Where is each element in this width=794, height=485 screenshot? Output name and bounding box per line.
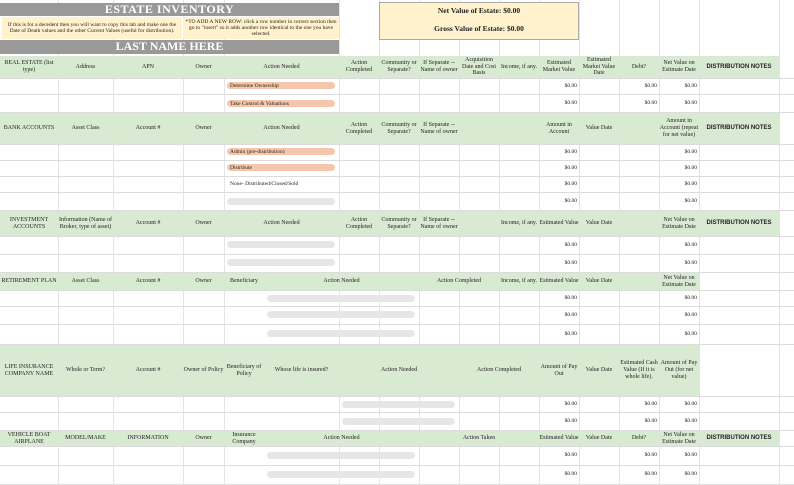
vehicle-estimated-value: $0.00 [564,471,577,477]
copy-instructions-note: If this is for a decedent then you will want to copy this tab and make one the Date of Death values and the other Current Values (useful for distribution). [2,17,182,39]
life-col-owner: Owner of Policy [183,367,224,374]
retirement-col-owner: Owner [195,278,212,285]
vehicle-net-value: $0.00 [684,452,697,458]
life-col-beneficiary: Beneficiary of Policy [226,363,262,377]
life-col-action-needed: Action Needed [380,367,418,374]
real-estate-market-value: $0.00 [564,83,577,89]
bank-col-community: Community or Separate? [381,121,417,135]
vehicle-col-debt: Debt? [631,435,647,442]
real-estate-col-action-completed: Action Completed [345,60,373,73]
vehicle-action-dropdown[interactable] [267,471,415,478]
real-estate-col-market-value: Estimated Market Value [542,60,576,73]
retirement-net-value: $0.00 [684,312,697,318]
vehicle-col-value-date: Value Date [585,435,613,442]
real-estate-debt: $0.00 [644,83,657,89]
real-estate-col-income: Income, if any. [501,63,537,70]
vehicle-col-type: VEHICLE BOAT AIRPLANE [7,431,51,445]
bank-col-amount: Amount in Account [546,121,572,135]
real-estate-action-pill[interactable]: Take Control & Valuations [227,100,335,107]
real-estate-col-address: Address [75,63,96,70]
life-col-action-completed: Action Completed [476,367,522,374]
life-cash-value: $0.00 [644,401,657,407]
vehicle-debt: $0.00 [644,452,657,458]
vehicle-col-model: MODEL/MAKE [65,435,106,442]
vehicle-debt: $0.00 [644,471,657,477]
investment-action-dropdown[interactable] [227,241,335,248]
retirement-col-action-completed: Action Completed [436,278,482,285]
life-col-insured: Whose life is insured? [274,367,329,374]
insert-row-instructions-note: *TO ADD A NEW ROW: click a row number in correct section then go to "insert" so it adds another row identical to the one you have selected. [183,17,339,39]
bank-col-net-amount: Amount in Account (repeat for net value) [659,118,699,138]
retirement-estimated-value: $0.00 [564,295,577,301]
vehicle-net-value: $0.00 [684,471,697,477]
bank-action-pill[interactable]: Distribute [227,164,335,171]
vehicle-estimated-value: $0.00 [564,452,577,458]
retirement-action-dropdown[interactable] [267,295,415,302]
vehicle-col-insurance: Insurance Company [232,431,256,445]
investment-col-income: Income, if any. [501,220,537,227]
real-estate-col-owner: Owner [195,63,212,70]
life-col-whole-or-term: Whole or Term? [65,367,106,374]
life-action-dropdown[interactable] [342,401,455,408]
investment-net-value: $0.00 [684,260,697,266]
real-estate-debt: $0.00 [644,100,657,106]
investment-col-action-completed: Action Completed [345,216,373,230]
retirement-col-asset-class: Asset Class [71,278,100,285]
real-estate-col-distribution-notes: DISTRIBUTION NOTES [706,63,772,70]
net-value-row [379,4,579,18]
life-col-net-payout: Amount of Pay Out (for net value) [660,360,698,380]
real-estate-net-value: $0.00 [684,100,697,106]
investment-col-separate-owner: If Separate -- Name of owner [420,216,458,230]
real-estate-col-net-value: Net Value on Estimate Date [662,60,696,73]
retirement-estimated-value: $0.00 [564,312,577,318]
real-estate-col-action-needed: Action Needed [263,63,300,70]
real-estate-col-type: REAL ESTATE (list type) [4,60,54,73]
life-payout-value: $0.00 [564,401,577,407]
bank-col-distribution-notes: DISTRIBUTION NOTES [706,125,772,132]
retirement-action-dropdown[interactable] [267,330,415,337]
bank-amount: $0.00 [564,198,577,204]
bank-col-separate-owner: If Separate -- Name of owner [420,121,458,135]
bank-col-action-completed: Action Completed [345,121,373,135]
bank-col-account-number: Account # [135,125,161,132]
life-net-payout: $0.00 [684,401,697,407]
bank-col-owner: Owner [195,125,212,132]
net-value-amount: $0.00 [503,5,521,15]
real-estate-col-debt: Debt? [631,63,647,70]
bank-net-amount: $0.00 [684,198,697,204]
vehicle-col-owner: Owner [195,435,212,442]
vehicle-col-distribution-notes: DISTRIBUTION NOTES [706,435,772,442]
real-estate-col-apn: APN [141,63,154,70]
life-action-dropdown[interactable] [342,418,455,425]
bank-net-amount: $0.00 [684,149,697,155]
real-estate-col-value-date: Estimated Market Value Date [582,56,616,77]
investment-action-dropdown[interactable] [227,259,335,266]
retirement-col-income: Income, if any. [501,278,537,285]
vehicle-col-estimated-value: Estimated Value [539,435,579,442]
bank-action-pill[interactable]: None- Distributed/Closed/Sold [230,180,299,187]
vehicle-col-information: INFORMATION [127,435,169,442]
bank-amount: $0.00 [564,149,577,155]
bank-net-amount: $0.00 [684,165,697,171]
real-estate-col-separate-owner: If Separate -- Name of owner [420,60,458,73]
investment-col-net-value: Net Value on Estimate Date [662,216,696,230]
retirement-col-beneficiary: Beneficiary [230,278,258,285]
investment-col-distribution-notes: DISTRIBUTION NOTES [706,220,772,227]
bank-action-dropdown[interactable] [227,198,335,205]
life-col-payout: Amount of Pay Out [540,363,578,377]
investment-col-action-needed: Action Needed [263,220,300,227]
net-value-label: Net Value of Estate: [437,5,502,15]
retirement-action-dropdown[interactable] [267,311,415,318]
retirement-col-value-date: Value Date [585,278,613,285]
investment-col-value-date: Value Date [585,220,613,227]
real-estate-net-value: $0.00 [684,83,697,89]
page-title: ESTATE INVENTORY [0,3,339,16]
real-estate-col-community: Community or Separate? [381,60,417,73]
bank-amount: $0.00 [564,181,577,187]
life-col-cash-value: Estimated Cash Value (If it is whole life). [620,360,658,380]
bank-amount: $0.00 [564,165,577,171]
retirement-estimated-value: $0.00 [564,331,577,337]
bank-col-accounts: BANK ACCOUNTS [3,125,55,132]
investment-estimated-value: $0.00 [564,260,577,266]
real-estate-market-value: $0.00 [564,100,577,106]
real-estate-action-pill[interactable]: Determine Ownership [227,82,335,89]
vehicle-col-net-value: Net Value on Estimate Date [662,431,696,445]
bank-col-asset-class: Asset Class [71,125,100,132]
vehicle-action-dropdown[interactable] [267,452,415,459]
investment-col-estimated-value: Estimated Value [539,220,579,227]
gross-value-row [379,22,579,36]
retirement-col-account-number: Account # [135,278,161,285]
life-col-value-date: Value Date [585,367,613,374]
life-col-account-number: Account # [135,367,161,374]
vehicle-col-action-taken: Action Taken [462,435,496,442]
bank-col-value-date: Value Date [585,125,613,132]
bank-col-action-needed: Action Needed [263,125,300,132]
retirement-net-value: $0.00 [684,295,697,301]
retirement-col-net-value: Net Value on Estimate Date [662,274,696,288]
gross-value-label: Gross Value of Estate: [434,23,506,33]
retirement-col-plan: RETIREMENT PLAN [1,278,57,285]
last-name-banner[interactable]: LAST NAME HERE [0,40,339,54]
vehicle-col-action-needed: Action Needed [323,435,360,442]
life-net-payout: $0.00 [684,418,697,424]
investment-col-community: Community or Separate? [381,216,417,230]
investment-estimated-value: $0.00 [564,242,577,248]
life-col-company: LIFE INSURANCE COMPANY NAME [4,363,54,377]
bank-action-pill[interactable]: Admin (pre-distribution) [227,148,335,155]
investment-col-information: Information (Name of Broker, type of asset) [59,216,112,230]
investment-col-account-number: Account # [135,220,161,227]
retirement-col-action-needed: Action Needed [323,278,360,285]
gross-value-amount: $0.00 [506,23,524,33]
retirement-net-value: $0.00 [684,331,697,337]
life-cash-value: $0.00 [644,418,657,424]
investment-net-value: $0.00 [684,242,697,248]
investment-col-owner: Owner [195,220,212,227]
investment-col-accounts: INVESTMENT ACCOUNTS [9,216,49,230]
retirement-col-estimated-value: Estimated Value [539,278,579,285]
bank-net-amount: $0.00 [684,181,697,187]
life-payout-value: $0.00 [564,418,577,424]
real-estate-col-acquisition: Acquisition Date and Cost Basis [462,56,496,77]
